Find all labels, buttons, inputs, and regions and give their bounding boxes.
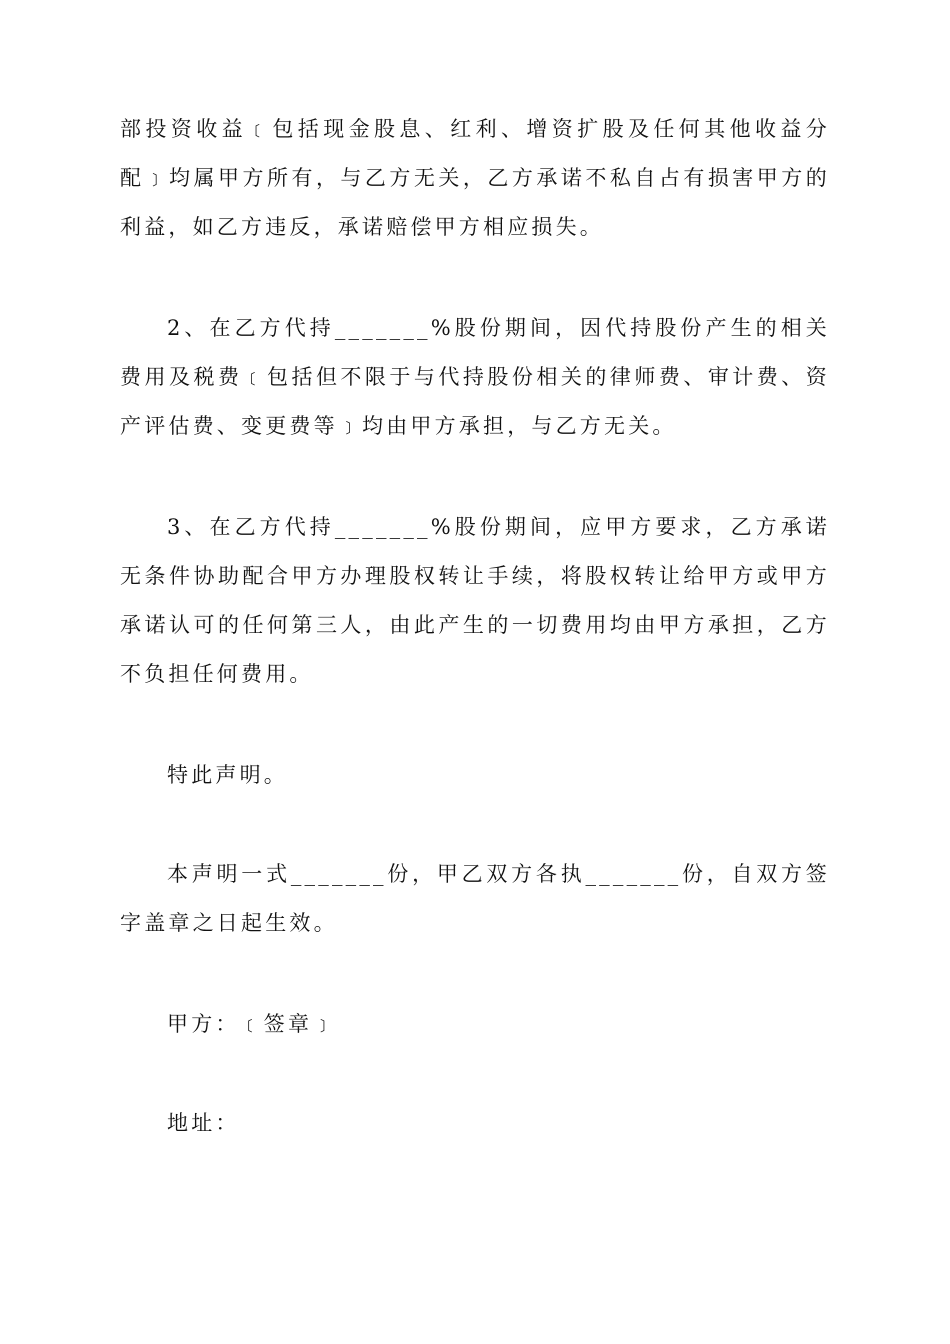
address-label: 地址： [167, 1111, 240, 1135]
paragraph-item-3: 3、在乙方代持_______%股份期间，应甲方要求，乙方承诺无条件协助配合甲方办理股权转让手续，将股权转让给甲方或甲方承诺认可的任何第三人，由此产生的一切费用均由甲方承担，乙方不负担任何费用。 [120, 515, 830, 686]
paragraph-item-2: 2、在乙方代持_______%股份期间，因代持股份产生的相关费用及税费﹝包括但不限于与代持股份相关的律师费、审计费、资产评估费、变更费等﹞均由甲方承担，与乙方无关。 [120, 316, 830, 438]
signature-party-a: 甲方：﹝签章﹞ [167, 1012, 337, 1036]
paragraph-declaration: 特此声明。 [167, 763, 288, 787]
paragraph-copies: 本声明一式_______份，甲乙双方各执_______份，自双方签字盖章之日起生效。 [120, 862, 830, 935]
paragraph-continued: 部投资收益﹝包括现金股息、红利、增资扩股及任何其他收益分配﹞均属甲方所有，与乙方无关，乙方承诺不私自占有损害甲方的利益，如乙方违反，承诺赔偿甲方相应损失。 [120, 117, 830, 239]
document-page [120, 0, 830, 1344]
